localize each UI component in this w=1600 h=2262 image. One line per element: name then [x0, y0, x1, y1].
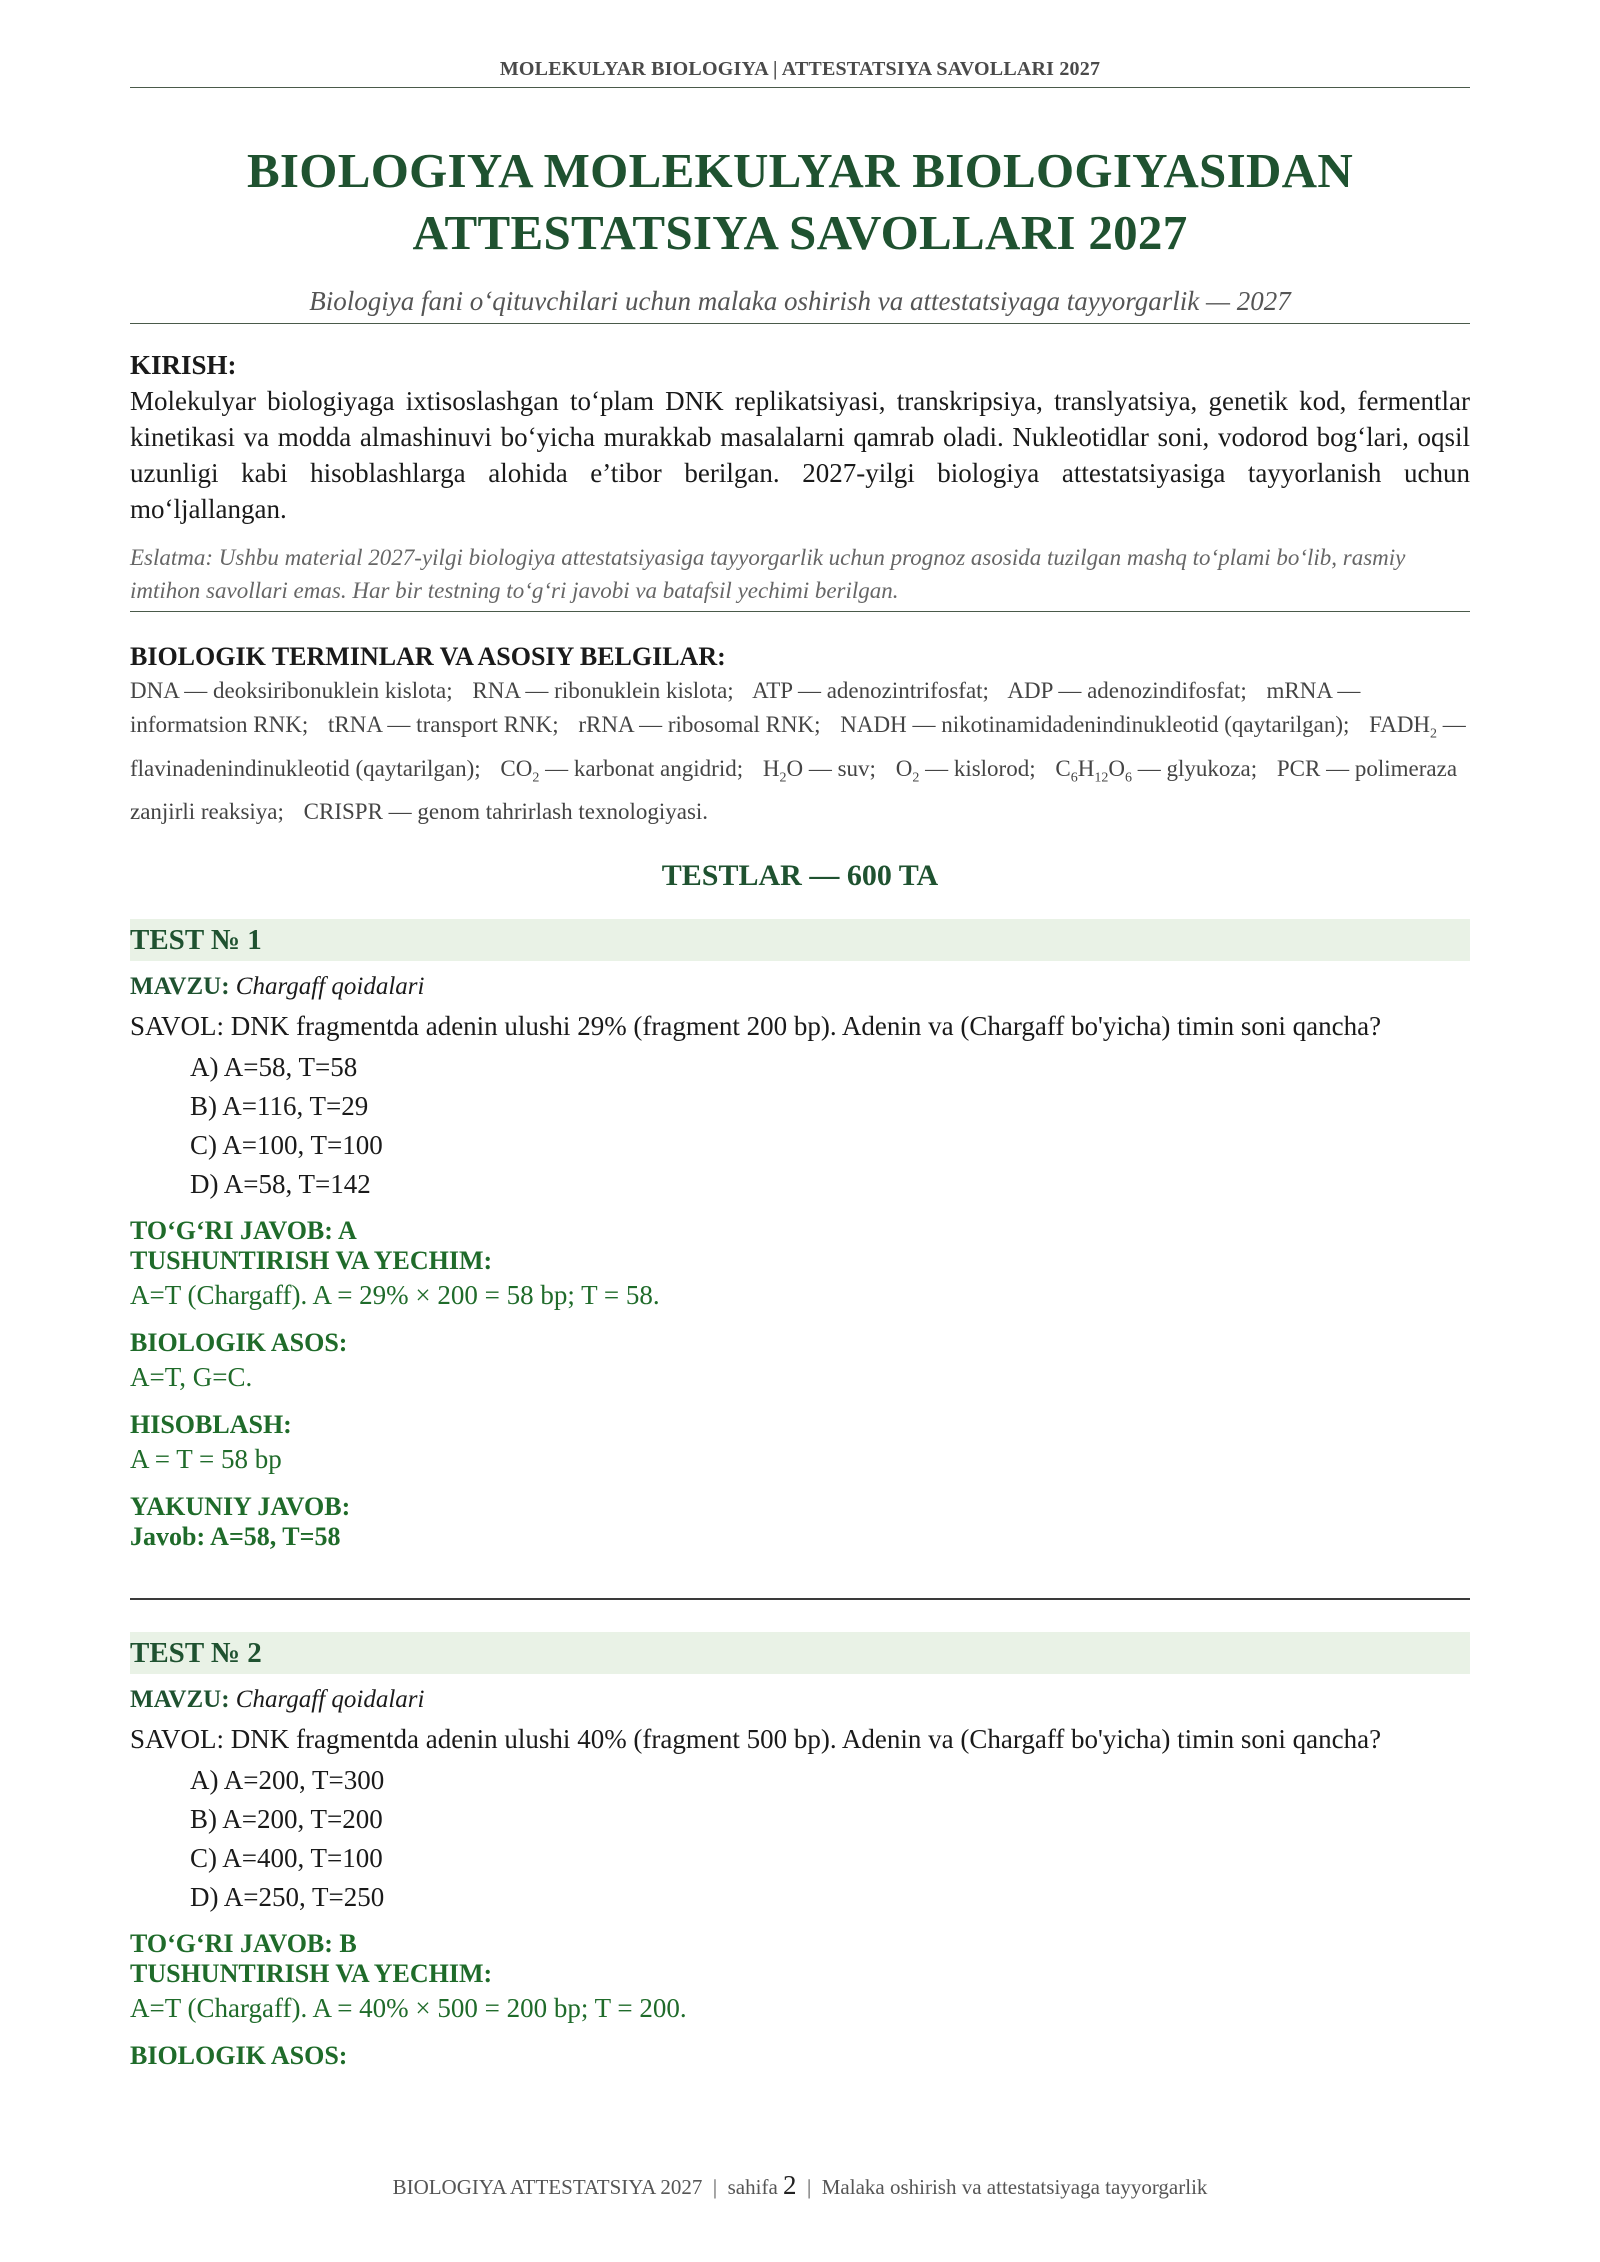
test-question: SAVOL: DNK fragmentda adenin ulushi 40% (fragment 500 bp). Adenin va (Chargaff bo'yicha) timin soni qancha?: [130, 1724, 1382, 1755]
basis-label: BIOLOGIK ASOS:: [130, 2041, 348, 2071]
term-co2: $CO_2$ — karbonat angidrid;: [500, 755, 744, 786]
title-line-2: ATTESTATSIYA SAVOLLARI 2027: [412, 205, 1188, 260]
term-fadh2: $FADH_2$ — flavinadenindinukleotid (qaytarilgan);: [130, 712, 1466, 781]
test-title: TEST № 1: [130, 919, 1470, 961]
test-question: SAVOL: DNK fragmentda adenin ulushi 29% (fragment 200 bp). Adenin va (Chargaff bo'yicha) timin soni qancha?: [130, 1011, 1382, 1042]
explanation-text: A=T (Chargaff). A = 29% × 200 = 58 bp; T = 58.: [130, 1280, 660, 1311]
footer-page-label: sahifa: [727, 2175, 778, 2199]
test-topic: MAVZU: Chargaff qoidalari: [130, 1686, 425, 1714]
intro-text: Molekulyar biologiyaga ixtisoslashgan to‘plam DNK replikatsiyasi, transkripsiya, translyatsiya, genetik kod, fermentlar kinetikasi va modda almashinuvi bo‘yicha murakkab masalalarni qamrab oladi. Nukleotidlar soni, vodorod bog‘lari, oqsil uzunligi kabi hisoblashlarga alohida e’tibor berilgan. 2027-yilgi biologiya attestatsiyasiga tayyorlanish uchun mo‘ljallangan.: [130, 386, 1470, 524]
option-d: D) A=250, T=250: [190, 1882, 385, 1913]
term-item: NADH — nikotinamidadenindinukleotid (qaytarilgan);: [840, 712, 1350, 737]
document-subtitle: Biologiya fani o‘qituvchilari uchun malaka oshirish va attestatsiyaga tayyorgarlik — 2027: [130, 286, 1470, 324]
running-head: MOLEKULYAR BIOLOGIYA | ATTESTATSIYA SAVOLLARI 2027: [130, 58, 1470, 88]
terms-list: [130, 674, 1470, 829]
term-glucose: $C_6H_{12}O_6$ — glyukoza;: [1055, 755, 1258, 786]
option-c: C) A=400, T=100: [190, 1843, 383, 1874]
footer-left: BIOLOGIYA ATTESTATSIYA 2027: [392, 2175, 703, 2199]
term-item: DNA — deoksiribonuklein kislota;: [130, 678, 453, 703]
term-item: tRNA — transport RNK;: [328, 712, 559, 737]
basis-label: BIOLOGIK ASOS:: [130, 1328, 348, 1358]
calc-label: HISOBLASH:: [130, 1410, 292, 1440]
correct-answer: TO‘G‘RI JAVOB: A: [130, 1216, 357, 1246]
basis-text: A=T, G=C.: [130, 1362, 253, 1393]
tests-heading: TESTLAR — 600 TA: [661, 859, 939, 893]
option-b: B) A=200, T=200: [190, 1804, 383, 1835]
term-h2o: $H_2O$ — suv;: [762, 755, 876, 786]
test-options: [130, 1048, 1470, 1204]
explanation-label: TUSHUNTIRISH VA YECHIM:: [130, 1959, 493, 1989]
page-number: 2: [783, 2170, 797, 2200]
term-item: PCR — polimeraza zanjirli reaksiya;: [130, 755, 1458, 825]
term-item: CRISPR — genom tahrirlash texnologiyasi.: [303, 799, 709, 825]
footer-sep: |: [807, 2175, 812, 2199]
option-a: A) A=200, T=300: [190, 1765, 385, 1796]
option-d: D) A=58, T=142: [190, 1169, 371, 1200]
title-line-1: BIOLOGIYA MOLEKULYAR BIOLOGIYASIDAN: [246, 143, 1354, 198]
option-c: C) A=100, T=100: [190, 1130, 383, 1161]
page-footer: [0, 2170, 1600, 2201]
terms-heading: BIOLOGIK TERMINLAR VA ASOSIY BELGILAR:: [130, 642, 726, 671]
term-o2: $O_2$ — kislorod;: [895, 755, 1036, 786]
final-answer: Javob: A=58, T=58: [130, 1522, 341, 1552]
term-item: ATP — adenozintrifosfat;: [752, 678, 989, 703]
final-label: YAKUNIY JAVOB:: [130, 1492, 351, 1522]
option-a: A) A=58, T=58: [190, 1052, 358, 1083]
footer-sep: |: [712, 2175, 718, 2199]
calc-text: A = T = 58 bp: [130, 1444, 282, 1475]
test-title: TEST № 2: [130, 1632, 1470, 1674]
option-b: B) A=116, T=29: [190, 1091, 369, 1122]
explanation-text: A=T (Chargaff). A = 40% × 500 = 200 bp; T = 200.: [130, 1993, 687, 2024]
explanation-label: TUSHUNTIRISH VA YECHIM:: [130, 1246, 493, 1276]
test-topic: MAVZU: Chargaff qoidalari: [130, 973, 425, 1001]
correct-answer: TO‘G‘RI JAVOB: B: [130, 1929, 357, 1959]
test-separator: [130, 1598, 1470, 1600]
document-title: [130, 140, 1470, 264]
intro-heading: KIRISH:: [130, 350, 237, 380]
term-item: RNA — ribonuklein kislota;: [472, 678, 734, 703]
term-item: rRNA — ribosomal RNK;: [578, 712, 821, 737]
document-page: [130, 0, 1470, 2071]
term-item: mRNA — informatsion RNK;: [130, 678, 1361, 737]
term-item: ADP — adenozindifosfat;: [1007, 678, 1247, 703]
test-options: [130, 1761, 1470, 1917]
footer-right: Malaka oshirish va attestatsiyaga tayyorgarlik: [821, 2175, 1208, 2199]
intro-note: Eslatma: Ushbu material 2027-yilgi biologiya attestatsiyasiga tayyorgarlik uchun prognoz asosida tuzilgan mashq to‘plami bo‘lib, rasmiy imtihon savollari emas. Har bir testning to‘g‘ri javobi va batafsil yechimi berilgan.: [130, 541, 1470, 612]
